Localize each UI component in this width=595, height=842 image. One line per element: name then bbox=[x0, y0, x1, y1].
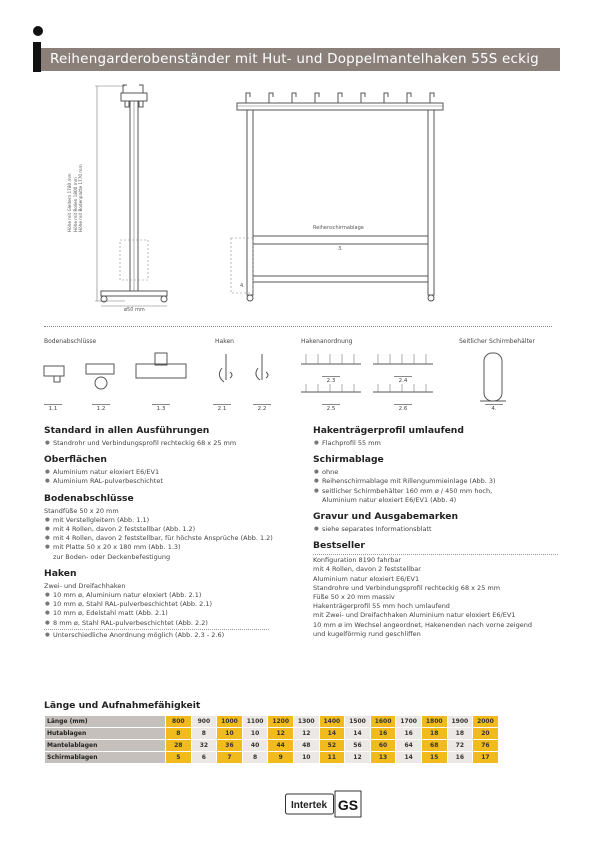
table-cell: 76 bbox=[473, 740, 499, 752]
height-rollers-label: Höhe mit Rollen 1800 mm bbox=[72, 177, 78, 232]
table-cell: 28 bbox=[166, 740, 192, 752]
section-title: Standard in allen Ausführungen bbox=[44, 425, 210, 436]
table-cell: 18 bbox=[421, 728, 447, 740]
table-cell: 1100 bbox=[242, 716, 268, 728]
table-cell: 14 bbox=[319, 728, 345, 740]
category-umbrella-holder: Seitlicher Schirmbehälter bbox=[459, 338, 535, 345]
spec-item: ● ohne bbox=[313, 468, 563, 477]
bestseller-line: mit Zwei- und Dreifachhaken Aluminium natur eloxiert E6/EV1 bbox=[313, 611, 516, 620]
table-cell: 16 bbox=[447, 752, 473, 764]
arrangement-fig-2-3 bbox=[301, 354, 361, 364]
section-title: Oberflächen bbox=[44, 454, 107, 466]
table-row bbox=[45, 740, 499, 752]
table-cell: 36 bbox=[217, 740, 243, 752]
table-cell: 14 bbox=[345, 728, 371, 740]
bestseller-line: mit 4 Rollen, davon 2 feststellbar bbox=[313, 565, 421, 574]
section-hook-profile bbox=[313, 425, 563, 448]
section-surfaces bbox=[44, 454, 299, 486]
header-bullet bbox=[33, 26, 43, 36]
table-cell: 1900 bbox=[447, 716, 473, 728]
table-cell: 10 bbox=[242, 728, 268, 740]
arrangement-fig-2-5 bbox=[301, 384, 361, 392]
spec-item: ● 10 mm ø, Edelstahl matt (Abb. 2.1) bbox=[44, 609, 299, 618]
table-cell: 1500 bbox=[345, 716, 371, 728]
spec-item: ● 8 mm ø, Stahl RAL-pulverbeschichtet (Abb. 2.2) bbox=[44, 619, 299, 628]
table-cell: 12 bbox=[345, 752, 371, 764]
capacity-table bbox=[44, 715, 499, 764]
table-row bbox=[45, 716, 499, 728]
spec-item-continued: Aluminium natur eloxiert E6/EV1 (Abb. 4) bbox=[322, 495, 457, 504]
arrangement-fig-2-4 bbox=[373, 354, 433, 364]
category-arrangement: Hakenanordnung bbox=[301, 338, 353, 345]
bestseller-line: und kugelförmig rund geschliffen bbox=[313, 629, 421, 638]
spec-item: ● Aluminium natur eloxiert E6/EV1 bbox=[44, 468, 299, 477]
table-cell: 1400 bbox=[319, 716, 345, 728]
section-subtitle: Zwei- und Dreifachhaken bbox=[44, 581, 126, 590]
table-cell: 40 bbox=[242, 740, 268, 752]
row-label: Länge (mm) bbox=[45, 716, 166, 728]
section-divider bbox=[44, 326, 552, 327]
table-cell: 16 bbox=[396, 728, 422, 740]
spec-item: ● mit Platte 50 x 20 x 180 mm (Abb. 1.3) bbox=[44, 543, 299, 552]
page-title: Reihengarderobenständer mit Hut- und Doppelmantelhaken 55S eckig bbox=[41, 48, 560, 71]
table-cell: 32 bbox=[191, 740, 217, 752]
table-cell: 5 bbox=[166, 752, 192, 764]
spec-right-column bbox=[313, 425, 563, 645]
table-cell: 1000 bbox=[217, 716, 243, 728]
spec-item: ● mit 4 Rollen, davon 2 feststellbar, für höchste Ansprüche (Abb. 1.2) bbox=[44, 534, 299, 543]
table-cell: 60 bbox=[370, 740, 396, 752]
section-hooks bbox=[44, 568, 299, 640]
bestseller-line: Aluminium natur eloxiert E6/EV1 bbox=[313, 574, 420, 583]
table-cell: 12 bbox=[268, 728, 294, 740]
spec-item: ● siehe separates Informationsblatt bbox=[313, 525, 563, 534]
spec-item: ● Unterschiedliche Anordnung möglich (Abb. 2.3 - 2.6) bbox=[44, 631, 299, 640]
front-view-drawing bbox=[231, 93, 443, 301]
hook-fig-2-1 bbox=[219, 354, 232, 382]
side-view-drawing bbox=[95, 85, 167, 306]
spec-item: ● 10 mm ø, Aluminium natur eloxiert (Abb. 2.1) bbox=[44, 591, 299, 600]
table-cell: 800 bbox=[166, 716, 192, 728]
figure-label: 2.1 bbox=[213, 404, 231, 412]
intertek-logo-text: Intertek bbox=[290, 800, 328, 811]
table-cell: 1300 bbox=[293, 716, 319, 728]
figure-label: 1.3 bbox=[152, 404, 170, 412]
foot-glider-fig bbox=[44, 366, 64, 382]
section-subtitle: Standfüße 50 x 20 mm bbox=[44, 506, 119, 515]
bestseller-line: Füße 50 x 20 mm massiv bbox=[313, 593, 395, 602]
spec-item: ● Standrohr und Verbindungsprofil rechteckig 68 x 25 mm bbox=[44, 439, 299, 448]
spec-item: ● Reihenschirmablage mit Rillengummieinlage (Abb. 3) bbox=[313, 477, 563, 486]
row-label: Mantelablagen bbox=[45, 740, 166, 752]
bestseller-line: Standrohre und Verbindungsprofil rechteckig 68 x 25 mm bbox=[313, 583, 501, 592]
bestseller-line: 10 mm ø im Wechsel angeordnet, Hakenenden nach vorne zeigend bbox=[313, 620, 532, 629]
foot-plate-fig bbox=[136, 353, 186, 378]
figure-label: 2.2 bbox=[253, 404, 271, 412]
table-cell: 8 bbox=[242, 752, 268, 764]
table-cell: 64 bbox=[396, 740, 422, 752]
spec-left-column bbox=[44, 425, 299, 646]
category-floor: Bodenabschlüsse bbox=[44, 338, 97, 345]
table-cell: 48 bbox=[293, 740, 319, 752]
hook-fig-2-2 bbox=[256, 354, 268, 380]
figure-label: 2.3 bbox=[322, 376, 340, 384]
table-cell: 1200 bbox=[268, 716, 294, 728]
holder-ref-label: 4. bbox=[240, 283, 245, 289]
table-cell: 52 bbox=[319, 740, 345, 752]
section-title: Hakenträgerprofil umlaufend bbox=[313, 425, 464, 436]
table-cell: 1800 bbox=[421, 716, 447, 728]
spec-item: ● 10 mm ø, Stahl RAL-pulverbeschichtet (Abb. 2.1) bbox=[44, 600, 299, 609]
table-cell: 14 bbox=[396, 752, 422, 764]
spec-item: ● Flachprofil 55 mm bbox=[313, 439, 563, 448]
umbrella-holder-fig bbox=[480, 353, 506, 401]
spec-item: ● Aluminium RAL-pulverbeschichtet bbox=[44, 477, 299, 486]
table-cell: 44 bbox=[268, 740, 294, 752]
section-title: Bodenabschlüsse bbox=[44, 492, 134, 504]
section-standard bbox=[44, 425, 299, 448]
category-hooks: Haken bbox=[215, 338, 234, 345]
figure-label: 2.4 bbox=[394, 376, 412, 384]
figure-label: 4. bbox=[485, 404, 503, 412]
table-cell: 900 bbox=[191, 716, 217, 728]
section-title: Bestseller bbox=[313, 540, 365, 552]
table-cell: 10 bbox=[217, 728, 243, 740]
table-cell: 6 bbox=[191, 752, 217, 764]
height-gliders-label: Höhe mit Gleitern 1780 mm bbox=[67, 173, 72, 232]
spec-item: ● mit 4 Rollen, davon 2 feststellbar (Abb. 1.2) bbox=[44, 525, 299, 534]
row-label: Schirmablagen bbox=[45, 752, 166, 764]
table-cell: 56 bbox=[345, 740, 371, 752]
section-umbrella bbox=[313, 454, 563, 505]
table-cell: 68 bbox=[421, 740, 447, 752]
table-cell: 1600 bbox=[370, 716, 396, 728]
dotted-divider bbox=[44, 629, 269, 630]
section-title: Schirmablage bbox=[313, 454, 384, 466]
table-cell: 20 bbox=[473, 728, 499, 740]
section-bestseller bbox=[313, 540, 563, 639]
table-cell: 2000 bbox=[473, 716, 499, 728]
spec-item: ● seitlicher Schirmbehälter 160 mm ø / 450 mm hoch, bbox=[313, 487, 563, 496]
table-cell: 7 bbox=[217, 752, 243, 764]
table-cell: 13 bbox=[370, 752, 396, 764]
table-title: Länge und Aufnahmefähigkeit bbox=[44, 700, 201, 711]
table-cell: 1700 bbox=[396, 716, 422, 728]
spec-item: ● mit Verstellgleitern (Abb. 1.1) bbox=[44, 516, 299, 525]
table-row bbox=[45, 728, 499, 740]
figure-label: 2.6 bbox=[394, 404, 412, 412]
section-title: Gravur und Ausgabemarken bbox=[313, 511, 459, 523]
height-plate-label: Höhe mit Bodenplatte 1770 mm bbox=[78, 164, 83, 232]
base-width-label: ø50 mm bbox=[124, 307, 145, 313]
section-title: Haken bbox=[44, 567, 77, 579]
table-cell: 10 bbox=[293, 752, 319, 764]
intertek-gs-logo bbox=[285, 790, 370, 820]
figure-label: 2.5 bbox=[322, 404, 340, 412]
umbrella-shelf-label: Reihenschirmablage bbox=[313, 225, 364, 231]
height-dimensions bbox=[67, 164, 84, 232]
table-cell: 9 bbox=[268, 752, 294, 764]
spec-item-continued: zur Boden- oder Deckenbefestigung bbox=[53, 552, 171, 561]
section-floor bbox=[44, 493, 299, 562]
table-cell: 8 bbox=[166, 728, 192, 740]
table-cell: 18 bbox=[447, 728, 473, 740]
foot-roller-fig bbox=[86, 364, 114, 389]
figure-label: 1.1 bbox=[44, 404, 62, 412]
table-cell: 16 bbox=[370, 728, 396, 740]
row-label: Hutablagen bbox=[45, 728, 166, 740]
header-marker bbox=[33, 42, 41, 72]
bestseller-line: Konfiguration 8190 fahrbar bbox=[313, 556, 402, 565]
figure-label: 1.2 bbox=[92, 404, 110, 412]
table-cell: 12 bbox=[293, 728, 319, 740]
table-cell: 15 bbox=[421, 752, 447, 764]
section-engraving bbox=[313, 511, 563, 534]
dotted-divider bbox=[313, 554, 558, 555]
shelf-ref-label: 3. bbox=[338, 246, 343, 252]
table-cell: 72 bbox=[447, 740, 473, 752]
table-row bbox=[45, 752, 499, 764]
arrangement-fig-2-6 bbox=[373, 384, 433, 392]
table-cell: 17 bbox=[473, 752, 499, 764]
table-cell: 8 bbox=[191, 728, 217, 740]
gs-mark-text: GS bbox=[337, 797, 359, 813]
table-cell: 11 bbox=[319, 752, 345, 764]
bestseller-line: Hakenträgerprofil 55 mm hoch umlaufend bbox=[313, 602, 450, 611]
